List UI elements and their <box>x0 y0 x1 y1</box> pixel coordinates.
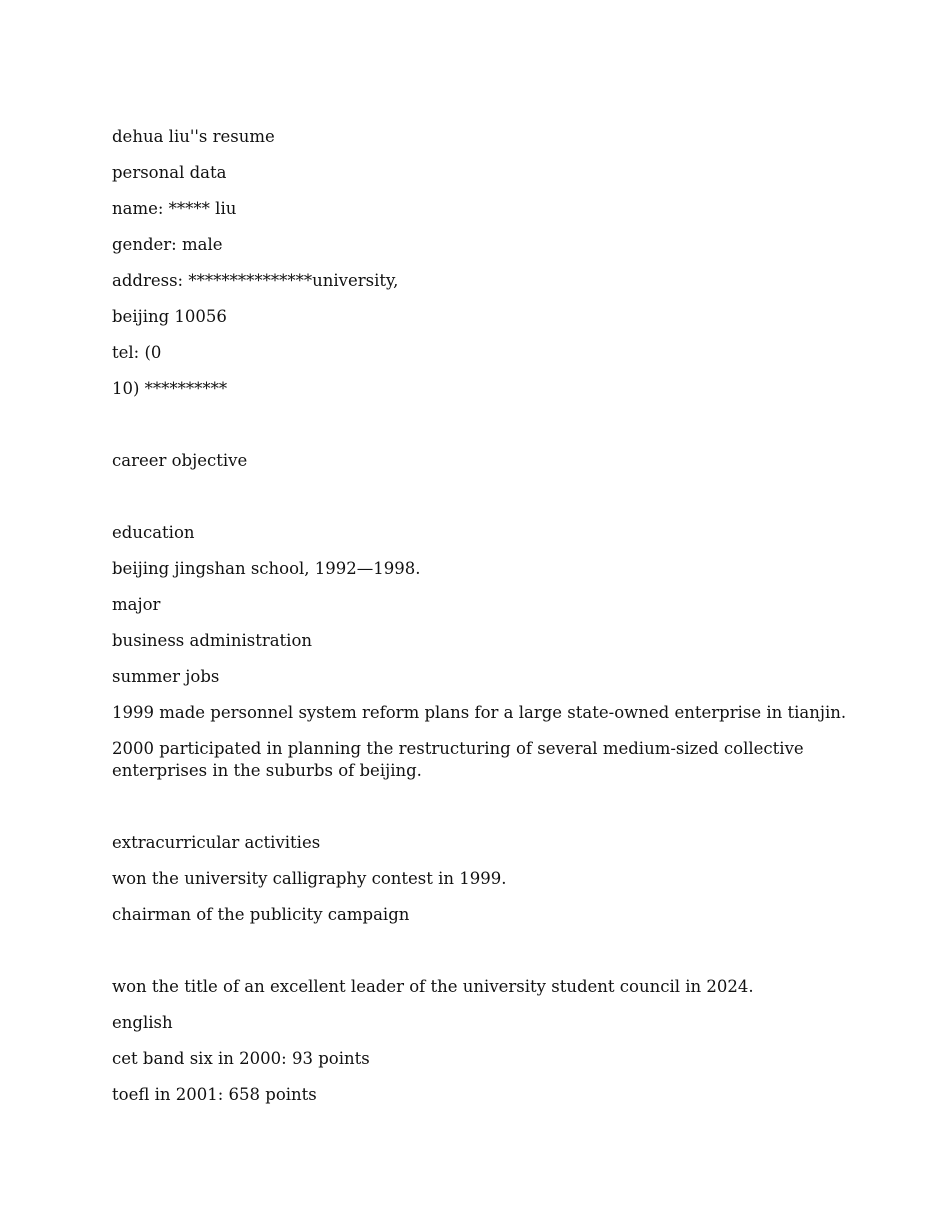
activity-item: won the title of an excellent leader of the university student council in 2024. <box>112 977 754 996</box>
activity-item: chairman of the publicity campaign <box>112 905 410 924</box>
name-line: name: ***** liu <box>112 199 237 218</box>
blank-line <box>112 414 832 436</box>
summer-jobs-heading: summer jobs <box>112 667 220 686</box>
resume-document <box>112 126 847 1120</box>
blank-line <box>112 940 832 962</box>
english-item: toefl in 2001: 658 points <box>112 1085 317 1104</box>
summer-job-item: 1999 made personnel system reform plans for a large state-owned enterprise in tianjin. <box>112 703 847 722</box>
resume-title: dehua liu''s resume <box>112 127 275 146</box>
gender-line: gender: male <box>112 235 223 254</box>
address-line: address: ***************university, <box>112 271 399 290</box>
personal-data-heading: personal data <box>112 163 227 182</box>
extracurricular-heading: extracurricular activities <box>112 833 321 852</box>
school-line: beijing jingshan school, 1992—1998. <box>112 559 421 578</box>
blank-line <box>112 796 832 818</box>
major-line: business administration <box>112 631 313 650</box>
career-objective-heading: career objective <box>112 451 248 470</box>
address-city-line: beijing 10056 <box>112 307 227 326</box>
tel-line: tel: (0 <box>112 343 162 362</box>
summer-job-item: 2000 participated in planning the restructuring of several medium-sized collective enterprises in the suburbs of beijing. <box>112 739 804 780</box>
tel-number-line: 10) ********** <box>112 379 228 398</box>
activity-item: won the university calligraphy contest in 1999. <box>112 869 507 888</box>
english-heading: english <box>112 1013 173 1032</box>
english-item: cet band six in 2000: 93 points <box>112 1049 370 1068</box>
major-heading: major <box>112 595 161 614</box>
blank-line <box>112 486 832 508</box>
education-heading: education <box>112 523 195 542</box>
